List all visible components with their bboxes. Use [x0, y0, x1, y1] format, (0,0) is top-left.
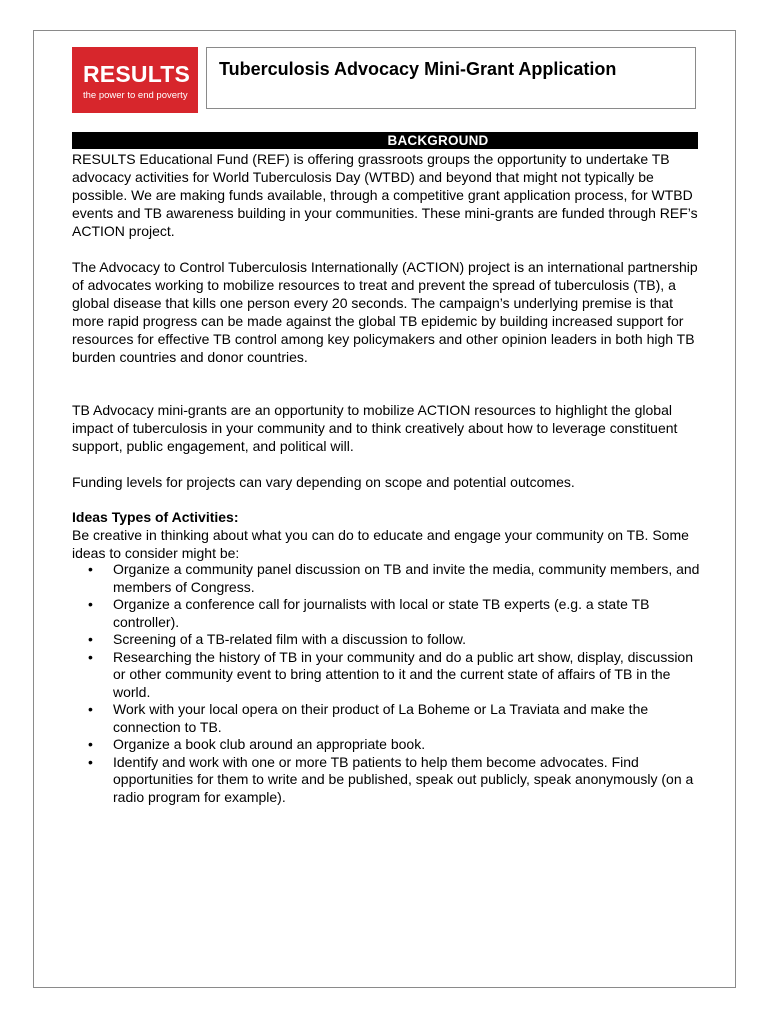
list-item [72, 561, 702, 596]
background-paragraph-3: TB Advocacy mini-grants are an opportunity to mobilize ACTION resources to highlight the global impact of tuberculosis in your community and to think creatively about how to leverage constituent support, public engagement, and political will. [72, 402, 678, 454]
list-item [72, 596, 702, 631]
list-item [72, 754, 702, 807]
list-item [72, 736, 702, 754]
document-page [33, 30, 736, 988]
list-item-text: Work with your local opera on their product of La Boheme or La Traviata and make the connection to TB. [113, 701, 649, 735]
list-item-text: Screening of a TB-related film with a discussion to follow. [113, 631, 467, 647]
logo-wordmark: RESULTS [83, 61, 191, 87]
bullet-icon: • [88, 596, 93, 612]
ideas-intro: Be creative in thinking about what you can do to educate and engage your community on TB. Some ideas to consider might be: [72, 527, 689, 561]
background-paragraph-1: RESULTS Educational Fund (REF) is offering grassroots groups the opportunity to undertake TB advocacy activities for World Tuberculosis Day (WTBD) and beyond that might not typically be possible. We are making funds available, through a competitive grant application process, for WTBD events and TB awareness building in your communities. These mini-grants are funded through REF’s ACTION project. [72, 151, 698, 239]
bullet-icon: • [88, 753, 93, 770]
list-item-text: Researching the history of TB in your community and do a public art show, display, discussion or other community event to bring attention to it and the current state of affairs of TB in the world. [113, 648, 693, 700]
background-paragraph-4: Funding levels for projects can vary depending on scope and potential outcomes. [72, 474, 575, 490]
logo-tagline: the power to end poverty [83, 90, 188, 101]
ideas-list [72, 561, 702, 806]
bullet-icon: • [88, 736, 93, 752]
list-item [72, 631, 702, 649]
list-item [72, 649, 702, 702]
results-logo [72, 47, 198, 113]
ideas-heading: Ideas Types of Activities: [72, 509, 239, 525]
bullet-icon: • [88, 631, 93, 647]
list-item-text: Organize a conference call for journalists with local or state TB experts (e.g. a state TB controller). [113, 596, 650, 630]
list-item-text: Organize a community panel discussion on TB and invite the media, community members, and members of Congress. [113, 561, 700, 595]
page-title: Tuberculosis Advocacy Mini-Grant Application [219, 59, 617, 79]
bullet-icon: • [88, 648, 93, 665]
title-box [206, 47, 696, 109]
list-item [72, 701, 702, 736]
list-item-text: Organize a book club around an appropriate book. [113, 736, 426, 752]
bullet-icon: • [88, 701, 93, 717]
background-heading: BACKGROUND [72, 132, 698, 149]
bullet-icon: • [88, 561, 93, 577]
list-item-text: Identify and work with one or more TB patients to help them become advocates. Find opportunities for them to write and be published, speak out publicly, speak anonymously (on a radio program for example). [113, 753, 694, 805]
background-paragraph-2: The Advocacy to Control Tuberculosis Internationally (ACTION) project is an international partnership of advocates working to mobilize resources to treat and prevent the spread of tuberculosis (TB), a global disease that kills one person every 20 seconds. The campaign’s underlying premise is that more rapid progress can be made against the global TB epidemic by building increased support for resources for effective TB control among key policymakers and other opinion leaders in both high TB burden countries and donor countries. [72, 259, 698, 365]
